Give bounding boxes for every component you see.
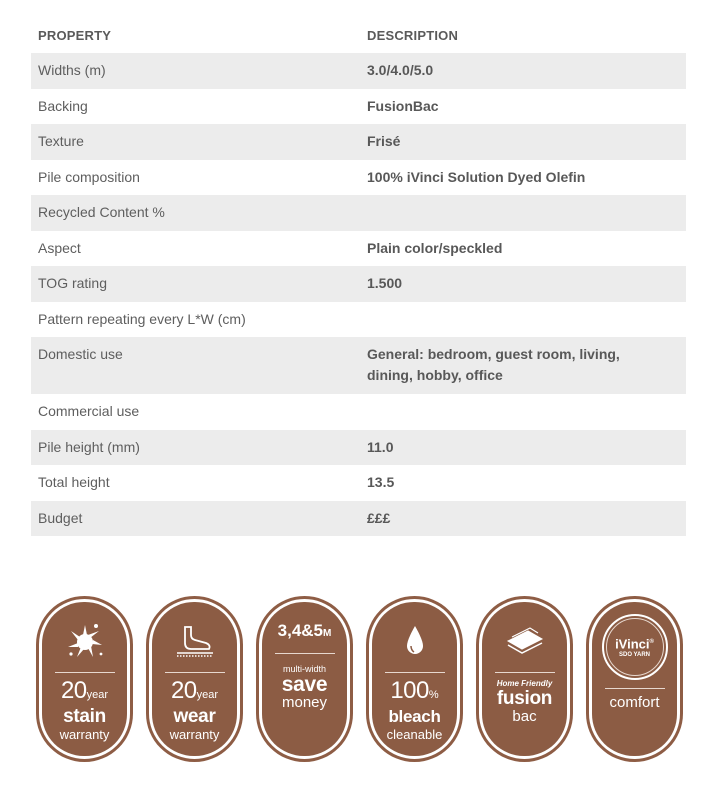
table-row <box>31 89 686 125</box>
badge-unit: year <box>196 689 219 701</box>
header-property: PROPERTY <box>38 27 112 43</box>
row-property: Total height <box>38 474 110 490</box>
spec-table <box>31 17 686 536</box>
table-header <box>31 17 686 53</box>
row-description: £££ <box>367 509 391 526</box>
badge-divider <box>165 672 225 673</box>
badge-number: 20year <box>170 677 219 704</box>
row-property: Aspect <box>38 239 81 256</box>
badge-sub: comfort <box>609 694 660 711</box>
fusion-bac-badge <box>479 599 570 759</box>
ivinci-logo-ring <box>602 614 668 680</box>
badge-number: 100% <box>390 677 439 704</box>
row-property: Domestic use <box>38 346 123 362</box>
ivinci-yarn: SDO YARN <box>618 652 650 659</box>
table-row <box>31 430 686 466</box>
badge-divider <box>495 672 555 673</box>
badge-unit: % <box>428 689 439 701</box>
badge-top: multi-width <box>282 664 326 674</box>
wear-warranty-badge <box>149 599 240 759</box>
badge-word: fusion <box>496 688 553 709</box>
row-description: General: bedroom, guest room, living, dining, hobby, office <box>367 346 620 383</box>
badge-word: bleach <box>388 707 441 726</box>
row-description: 3.0/4.0/5.0 <box>367 62 434 78</box>
badge-number: 20year <box>60 677 109 704</box>
splash-icon <box>65 616 105 666</box>
row-property: Pile composition <box>38 168 140 185</box>
badge-sub: warranty <box>169 727 220 742</box>
row-description: 100% iVinci Solution Dyed Olefin <box>367 168 586 185</box>
ivinci-brand: iVinci® <box>615 636 654 652</box>
row-property: Texture <box>38 133 84 149</box>
row-property: Pattern repeating every L*W (cm) <box>38 310 246 327</box>
table-row <box>31 302 686 338</box>
table-row <box>31 124 686 160</box>
row-property: Backing <box>38 97 88 114</box>
row-description: 1.500 <box>367 275 403 291</box>
row-description: Plain color/speckled <box>367 239 503 256</box>
badge-sub: cleanable <box>386 727 443 742</box>
badge-word: save <box>281 673 328 696</box>
badge-divider <box>605 688 665 689</box>
ivinci-mark: ® <box>649 638 654 645</box>
row-property: Budget <box>38 509 83 526</box>
badge-unit: year <box>86 689 109 701</box>
table-row <box>31 266 686 302</box>
row-property: Commercial use <box>38 403 140 419</box>
table-row <box>31 465 686 501</box>
badge-word: stain <box>63 706 106 727</box>
badge-word: wear <box>173 706 216 727</box>
drop-icon <box>403 616 427 666</box>
table-row <box>31 501 686 537</box>
foot-icon <box>173 616 217 666</box>
header-description: DESCRIPTION <box>367 27 459 43</box>
badge-headline-unit: M <box>323 628 332 639</box>
badge-sub: money <box>281 694 328 711</box>
badge-sub: warranty <box>59 727 110 742</box>
table-row <box>31 231 686 267</box>
row-property: TOG rating <box>38 275 107 291</box>
table-row <box>31 53 686 89</box>
stain-warranty-badge <box>39 599 130 759</box>
badge-headline: 3,4&5M <box>277 621 332 640</box>
multi-width-badge <box>259 599 350 759</box>
row-description: Frisé <box>367 133 401 149</box>
badge-divider <box>55 672 115 673</box>
row-property: Recycled Content % <box>38 204 165 220</box>
ivinci-comfort-badge <box>589 599 680 759</box>
badge-top: Home Friendly <box>496 679 553 688</box>
feature-badges <box>39 599 679 759</box>
layers-icon <box>502 616 548 666</box>
badge-divider <box>385 672 445 673</box>
badge-sub: bac <box>512 708 537 725</box>
table-row <box>31 195 686 231</box>
table-row <box>31 337 686 394</box>
bleach-cleanable-badge <box>369 599 460 759</box>
table-row <box>31 394 686 430</box>
badge-divider <box>275 653 335 654</box>
row-description: 13.5 <box>367 474 395 490</box>
row-property: Widths (m) <box>38 62 106 78</box>
row-description: FusionBac <box>367 97 439 114</box>
table-row <box>31 160 686 196</box>
row-description: 11.0 <box>367 438 394 455</box>
row-property: Pile height (mm) <box>38 438 140 455</box>
